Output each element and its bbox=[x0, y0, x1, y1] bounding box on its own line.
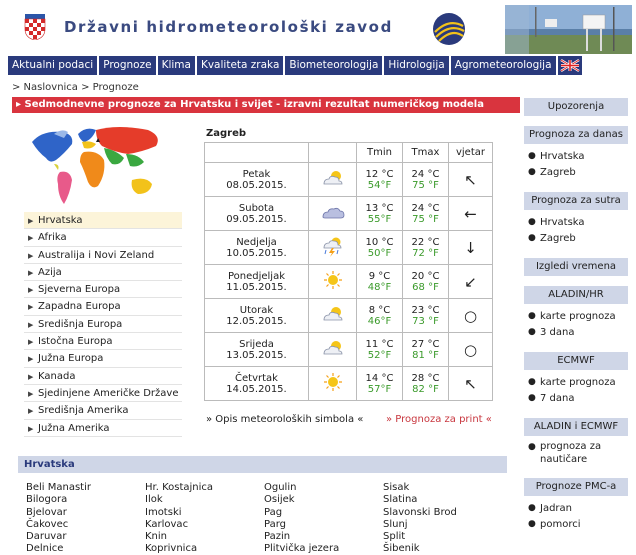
list-item[interactable]: ● 3 dana bbox=[528, 325, 628, 341]
aladin-title: ALADIN/HR bbox=[524, 286, 628, 304]
nav-item-agrometeorologija[interactable]: Agrometeorologija bbox=[451, 56, 556, 75]
list-item[interactable]: ● Zagreb bbox=[528, 231, 628, 247]
tmin-celsius: 8 °C bbox=[368, 304, 391, 316]
prognoza-danas-list bbox=[524, 144, 628, 184]
region-item-hrvatska[interactable]: ▶ Hrvatska bbox=[24, 212, 182, 229]
weather-icon-cell bbox=[309, 231, 357, 265]
symbols-description-link[interactable]: » Opis meteoroloških simbola « bbox=[206, 414, 364, 425]
bullet-icon: ▶ bbox=[28, 251, 34, 260]
tmax-celsius: 20 °C bbox=[411, 270, 440, 282]
print-forecast-link[interactable]: » Prognoza za print « bbox=[386, 414, 492, 425]
ecmwf-title: ECMWF bbox=[524, 352, 628, 370]
section-heading-bar bbox=[12, 97, 520, 113]
tmax-celsius: 24 °C bbox=[411, 202, 440, 214]
tmin-celsius: 11 °C bbox=[365, 338, 394, 350]
forecast-row bbox=[205, 197, 493, 231]
bullet-icon: ▶ bbox=[28, 372, 34, 381]
bullet-icon: ▶ bbox=[28, 407, 34, 416]
day-date: 10.05.2015. bbox=[226, 247, 287, 259]
city-link[interactable]: Ogulin bbox=[264, 482, 297, 493]
aladin-list bbox=[524, 304, 628, 344]
city-link[interactable]: Bilogora bbox=[26, 494, 68, 506]
tmin-fahrenheit: 55°F bbox=[367, 213, 392, 225]
bullet-icon: ▶ bbox=[28, 303, 34, 312]
city-link[interactable]: Delnice bbox=[26, 543, 64, 555]
tmax-cell bbox=[403, 367, 449, 401]
tmin-celsius: 13 °C bbox=[365, 202, 394, 214]
forecast-row bbox=[205, 231, 493, 265]
forecast-day-cell bbox=[205, 163, 309, 197]
tmax-cell bbox=[403, 299, 449, 333]
day-name: Ponedjeljak bbox=[227, 270, 286, 282]
bullet-icon: ▶ bbox=[28, 268, 34, 277]
weather-icon-cell bbox=[309, 197, 357, 231]
wind-direction-icon: ○ bbox=[463, 340, 478, 359]
header-day bbox=[205, 143, 309, 163]
tmin-cell bbox=[357, 265, 403, 299]
forecast-day-cell bbox=[205, 333, 309, 367]
city-link[interactable]: Imotski bbox=[145, 506, 182, 518]
forecast-row bbox=[205, 265, 493, 299]
day-date: 11.05.2015. bbox=[226, 281, 287, 293]
bullet-icon: ● bbox=[528, 518, 536, 529]
weather-icon-cell bbox=[309, 367, 357, 401]
forecast-table bbox=[204, 142, 493, 401]
tmax-fahrenheit: 75 °F bbox=[412, 213, 439, 225]
pmc-list bbox=[524, 496, 628, 536]
region-item-kanada[interactable]: ▶ Kanada bbox=[24, 368, 182, 385]
day-date: 14.05.2015. bbox=[226, 383, 287, 395]
region-item-sad[interactable]: ▶ Sjedinjene Američke Države bbox=[24, 385, 182, 402]
weather-icon-cell bbox=[309, 163, 357, 197]
header-weather-station-photo bbox=[505, 5, 632, 54]
tmax-fahrenheit: 82 °F bbox=[412, 383, 439, 395]
tmax-fahrenheit: 72 °F bbox=[412, 247, 439, 259]
bullet-icon: ● bbox=[528, 151, 536, 161]
wind-direction-icon: ↙ bbox=[464, 272, 477, 291]
region-item-sjeverna-europa[interactable]: ▶ Sjeverna Europa bbox=[24, 281, 182, 298]
bullet-icon: ● bbox=[528, 311, 536, 321]
weather-icon-cell bbox=[309, 265, 357, 299]
tmax-cell bbox=[403, 265, 449, 299]
bullet-icon: ▶ bbox=[28, 234, 34, 243]
bullet-icon: ▶ bbox=[28, 217, 34, 225]
list-item[interactable]: ● 7 dana bbox=[528, 391, 628, 407]
tmin-fahrenheit: 48°F bbox=[367, 281, 392, 293]
city-link[interactable]: Parg bbox=[264, 518, 286, 530]
city-link[interactable]: Pag bbox=[264, 506, 283, 518]
tmin-fahrenheit: 50°F bbox=[367, 247, 392, 259]
forecast-row bbox=[205, 333, 493, 367]
header-tmin: Tmin bbox=[357, 143, 403, 163]
city-link[interactable]: Split bbox=[383, 531, 406, 543]
city-link[interactable]: Pazin bbox=[264, 531, 291, 543]
region-item-australija[interactable]: ▶ Australija i Novi Zeland bbox=[24, 247, 182, 264]
bullet-icon: ▶ bbox=[28, 338, 34, 347]
croatia-cities-title: Hrvatska bbox=[18, 456, 507, 473]
city-link[interactable]: Čakovec bbox=[26, 518, 69, 530]
tmin-celsius: 14 °C bbox=[365, 372, 394, 384]
nav-item-klima[interactable]: Klima bbox=[158, 56, 195, 75]
region-item-istocna-europa[interactable]: ▶ Istočna Europa bbox=[24, 333, 182, 350]
pmc-title: Prognoze PMC-a bbox=[524, 478, 628, 496]
header-wind: vjetar bbox=[449, 143, 493, 163]
header-tmax: Tmax bbox=[403, 143, 449, 163]
cloudy-icon bbox=[320, 214, 346, 225]
tmax-celsius: 27 °C bbox=[411, 338, 440, 350]
forecast-day-cell bbox=[205, 231, 309, 265]
region-list bbox=[24, 212, 182, 437]
city-link[interactable]: Beli Manastir bbox=[26, 482, 91, 493]
day-date: 08.05.2015. bbox=[226, 179, 287, 191]
forecast-row bbox=[205, 299, 493, 333]
bullet-icon: ▶ bbox=[28, 389, 34, 398]
weather-icon-cell bbox=[309, 333, 357, 367]
main-nav bbox=[8, 56, 632, 75]
wind-direction-icon: ○ bbox=[463, 306, 478, 325]
region-item-zapadna-europa[interactable]: ▶ Zapadna Europa bbox=[24, 298, 182, 315]
region-item-juzna-amerika[interactable]: ▶ Južna Amerika bbox=[24, 420, 182, 437]
bullet-icon: ● bbox=[528, 503, 536, 513]
croatia-cities-box bbox=[18, 456, 507, 555]
weather-icon-cell bbox=[309, 299, 357, 333]
nav-item-aktualni-podaci[interactable]: Aktualni podaci bbox=[8, 56, 97, 75]
tmax-cell bbox=[403, 333, 449, 367]
tmin-fahrenheit: 54°F bbox=[367, 179, 392, 191]
city-link[interactable]: Daruvar bbox=[26, 531, 67, 543]
thunderstorm-icon bbox=[320, 249, 346, 260]
city-link[interactable]: Slavonski Brod bbox=[383, 506, 457, 518]
day-name: Četvrtak bbox=[235, 372, 278, 384]
city-link[interactable]: Plitvička jezera bbox=[264, 543, 340, 555]
list-item[interactable]: ● karte prognoza bbox=[528, 309, 628, 325]
header-icon bbox=[309, 143, 357, 163]
city-link[interactable]: Karlovac bbox=[145, 518, 189, 530]
wind-cell bbox=[449, 197, 493, 231]
bullet-icon: ● bbox=[528, 392, 536, 403]
forecast-row bbox=[205, 367, 493, 401]
tmin-celsius: 12 °C bbox=[365, 168, 394, 180]
english-language-button[interactable] bbox=[558, 56, 582, 75]
region-item-azija[interactable]: ▶ Azija bbox=[24, 264, 182, 281]
nav-item-kvaliteta-zraka[interactable]: Kvaliteta zraka bbox=[197, 56, 283, 75]
day-date: 13.05.2015. bbox=[226, 349, 287, 361]
nav-item-biometeorologija[interactable]: Biometeorologija bbox=[285, 56, 382, 75]
wind-direction-icon: ↖ bbox=[464, 374, 477, 393]
tmin-cell bbox=[357, 367, 403, 401]
tmin-cell bbox=[357, 197, 403, 231]
day-name: Nedjelja bbox=[236, 236, 277, 248]
tmin-cell bbox=[357, 299, 403, 333]
bullet-icon: ▶ bbox=[28, 424, 34, 433]
list-item[interactable]: ● prognoza za nautičare bbox=[528, 441, 602, 465]
prognoza-sutra-list bbox=[524, 210, 628, 250]
wind-cell bbox=[449, 265, 493, 299]
city-link[interactable]: Slunj bbox=[383, 518, 408, 530]
uk-flag-icon bbox=[558, 56, 582, 75]
bullet-icon: ● bbox=[528, 326, 536, 337]
wind-direction-icon: ↖ bbox=[464, 170, 477, 189]
region-item-afrika[interactable]: ▶ Afrika bbox=[24, 229, 182, 246]
list-item[interactable]: ● Jadran bbox=[528, 501, 628, 517]
tmax-cell bbox=[403, 231, 449, 265]
city-link[interactable]: Sisak bbox=[383, 482, 410, 493]
tmin-cell bbox=[357, 163, 403, 197]
forecast-table-body bbox=[205, 163, 493, 401]
tmax-cell bbox=[403, 163, 449, 197]
izgledi-vremena-link[interactable]: Izgledi vremena bbox=[524, 258, 628, 276]
forecast-day-cell bbox=[205, 299, 309, 333]
tmax-fahrenheit: 73 °F bbox=[412, 315, 439, 327]
bullet-icon: ● bbox=[528, 232, 536, 243]
bullet-icon: ● bbox=[528, 166, 536, 177]
right-sidebar bbox=[524, 98, 628, 536]
wind-cell bbox=[449, 163, 493, 197]
city-link[interactable]: Slatina bbox=[383, 494, 418, 506]
day-date: 12.05.2015. bbox=[226, 315, 287, 327]
list-item[interactable]: ● Zagreb bbox=[528, 165, 628, 181]
city-link[interactable]: Koprivnica bbox=[145, 543, 198, 555]
prognoza-danas-title: Prognoza za danas bbox=[524, 126, 628, 144]
tmin-fahrenheit: 57°F bbox=[367, 383, 392, 395]
breadcrumb: > Naslovnica > Prognoze bbox=[12, 82, 139, 93]
tmin-fahrenheit: 52°F bbox=[367, 349, 392, 361]
tmax-celsius: 28 °C bbox=[411, 372, 440, 384]
city-link[interactable]: Knin bbox=[145, 531, 168, 543]
partly-cloudy-icon bbox=[320, 350, 346, 361]
city-link[interactable]: Hr. Kostajnica bbox=[145, 482, 214, 493]
tmax-fahrenheit: 68 °F bbox=[412, 281, 439, 293]
tmax-celsius: 22 °C bbox=[411, 236, 440, 248]
tmax-celsius: 23 °C bbox=[411, 304, 440, 316]
forecast-row bbox=[205, 163, 493, 197]
city-link[interactable]: Bjelovar bbox=[26, 506, 67, 518]
forecast-day-cell bbox=[205, 197, 309, 231]
ecmwf-list bbox=[524, 370, 628, 410]
triangle-right-icon: ▸ bbox=[16, 99, 25, 110]
bullet-icon: ▶ bbox=[28, 320, 34, 329]
section-heading-text: Sedmodnevne prognoze za Hrvatsku i svijet - izravni rezultat numeričkog modela bbox=[24, 99, 484, 110]
partly-cloudy-icon bbox=[320, 316, 346, 327]
list-item[interactable]: ● Hrvatska bbox=[528, 149, 628, 165]
city-link[interactable]: Šibenik bbox=[383, 543, 420, 555]
tmax-cell bbox=[403, 197, 449, 231]
upozorenja-link[interactable]: Upozorenja bbox=[524, 98, 628, 116]
city-link[interactable]: Osijek bbox=[264, 494, 295, 506]
tmin-cell bbox=[357, 333, 403, 367]
region-item-sredisnja-europa[interactable]: ▶ Središnja Europa bbox=[24, 316, 182, 333]
wind-cell bbox=[449, 367, 493, 401]
wind-cell bbox=[449, 333, 493, 367]
bullet-icon: ▶ bbox=[28, 286, 34, 295]
tmin-fahrenheit: 46°F bbox=[367, 315, 392, 327]
wind-cell bbox=[449, 231, 493, 265]
croatia-cities-grid bbox=[26, 482, 502, 555]
tmin-celsius: 9 °C bbox=[368, 270, 391, 282]
tmin-celsius: 10 °C bbox=[365, 236, 394, 248]
aladin-ecmwf-title: ALADIN i ECMWF bbox=[524, 418, 628, 436]
sunny-icon bbox=[322, 282, 344, 293]
world-map[interactable] bbox=[28, 124, 174, 210]
aladin-ecmwf-list bbox=[524, 436, 628, 470]
tmax-celsius: 24 °C bbox=[411, 168, 440, 180]
region-item-juzna-europa[interactable]: ▶ Južna Europa bbox=[24, 350, 182, 367]
day-name: Srijeda bbox=[239, 338, 274, 350]
nav-item-prognoze[interactable]: Prognoze bbox=[99, 56, 155, 75]
bullet-icon: ● bbox=[528, 217, 536, 227]
dhmz-logo-icon bbox=[432, 12, 466, 46]
day-name: Petak bbox=[242, 168, 271, 180]
tmin-cell bbox=[357, 231, 403, 265]
forecast-day-cell bbox=[205, 265, 309, 299]
list-item[interactable]: ● pomorci bbox=[528, 517, 628, 533]
prognoza-sutra-title: Prognoza za sutra bbox=[524, 192, 628, 210]
day-name: Utorak bbox=[239, 304, 274, 316]
wind-cell bbox=[449, 299, 493, 333]
forecast-day-cell bbox=[205, 367, 309, 401]
croatian-coat-of-arms-icon bbox=[24, 14, 46, 40]
list-item[interactable]: ● Hrvatska bbox=[528, 215, 628, 231]
wind-direction-icon: ↓ bbox=[464, 238, 477, 257]
bullet-icon: ● bbox=[528, 377, 536, 387]
tmax-fahrenheit: 81 °F bbox=[412, 349, 439, 361]
tmax-fahrenheit: 75 °F bbox=[412, 179, 439, 191]
bullet-icon: ▶ bbox=[28, 355, 34, 364]
site-header bbox=[0, 0, 636, 54]
list-item[interactable]: ● karte prognoza bbox=[528, 375, 628, 391]
sunny-icon bbox=[322, 384, 344, 395]
region-item-sredisnja-amerika[interactable]: ▶ Središnja Amerika bbox=[24, 402, 182, 419]
day-name: Subota bbox=[238, 202, 275, 214]
bullet-icon: ● bbox=[528, 442, 536, 452]
city-link[interactable]: Ilok bbox=[145, 494, 163, 506]
forecast-city-title: Zagreb bbox=[206, 128, 247, 139]
partly-cloudy-icon bbox=[320, 180, 346, 191]
day-date: 09.05.2015. bbox=[226, 213, 287, 225]
wind-direction-icon: ← bbox=[464, 204, 477, 223]
nav-item-hidrologija[interactable]: Hidrologija bbox=[384, 56, 448, 75]
site-title: Državni hidrometeorološki zavod bbox=[64, 18, 393, 36]
